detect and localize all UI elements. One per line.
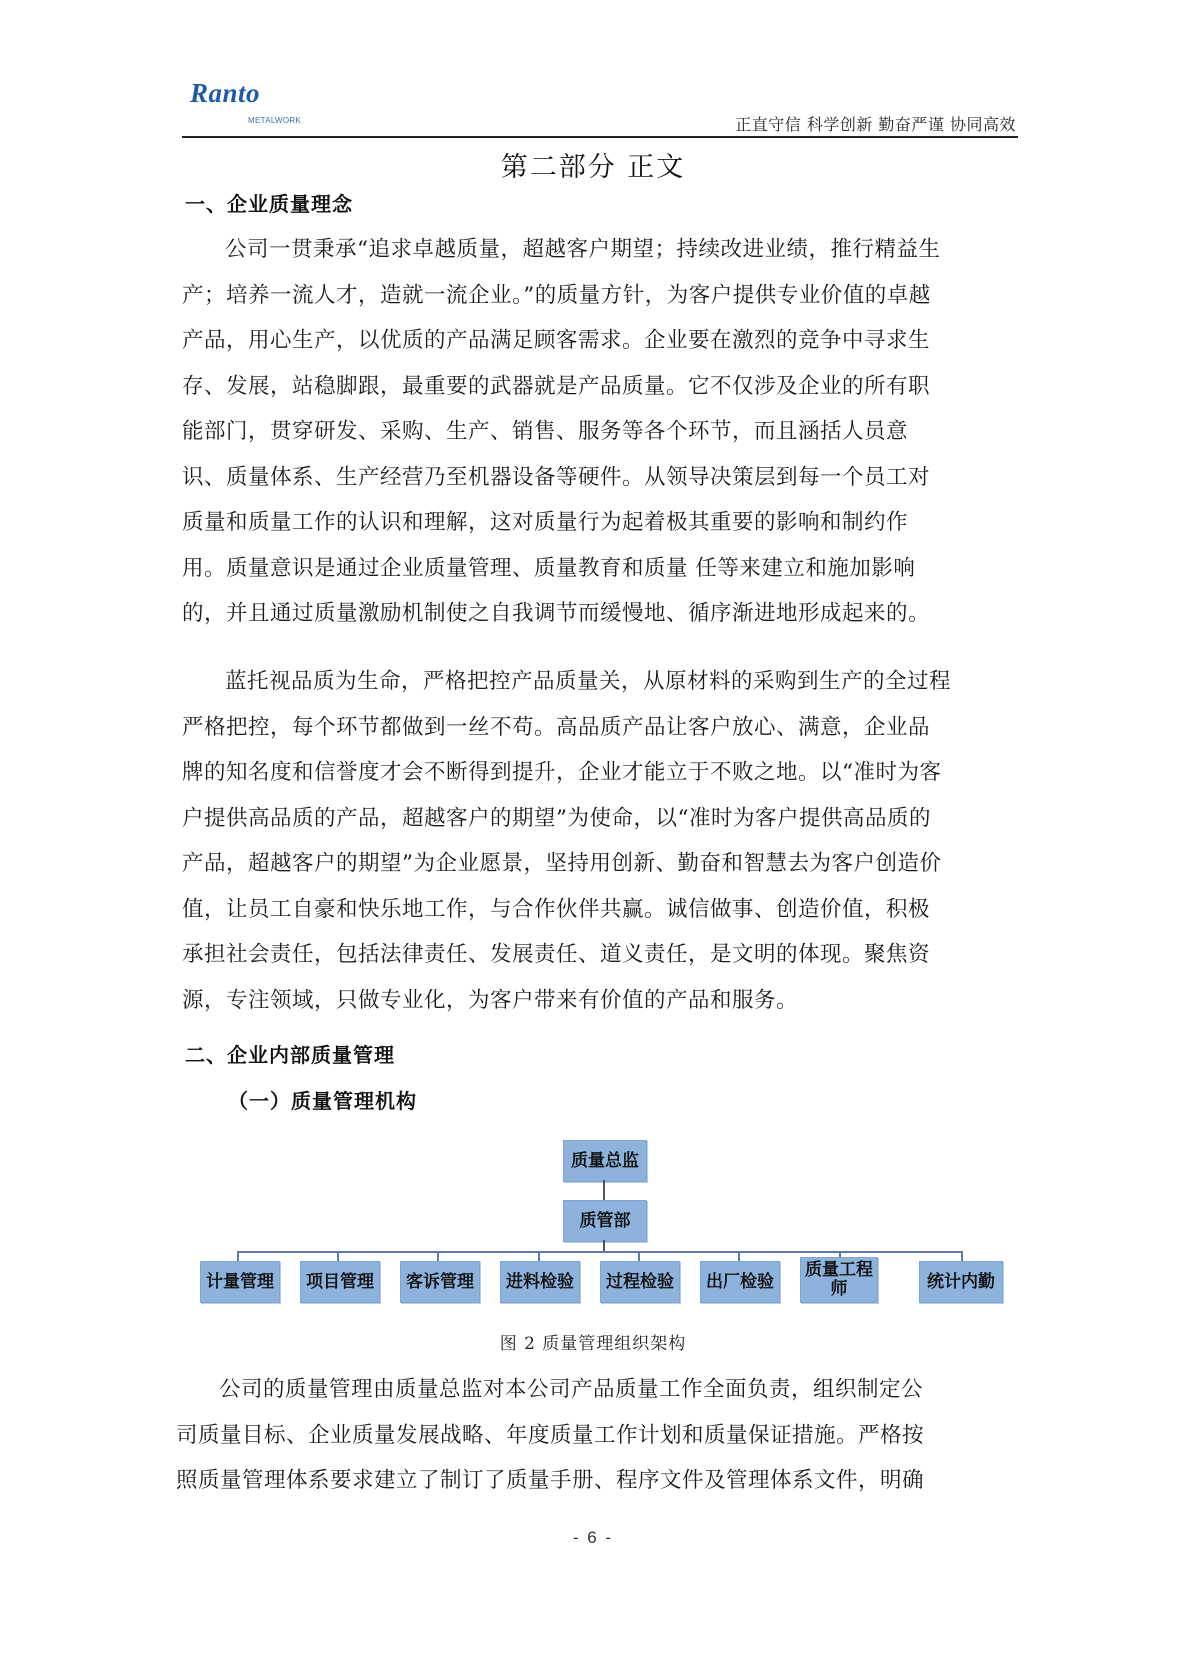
org-box-child: 进料检验 — [500, 1261, 580, 1303]
text-line: 户提供高品质的产品，超越客户的期望”为使命，以“准时为客户提供高品质的 — [182, 805, 931, 831]
connector-line — [237, 1251, 239, 1261]
connector-line — [961, 1251, 963, 1261]
page-number: - 6 - — [572, 1528, 614, 1547]
org-box-child: 出厂检验 — [700, 1261, 780, 1303]
text-line: 识、质量体系、生产经营乃至机器设备等硬件。从领导决策层到每一个员工对 — [182, 464, 931, 490]
text-line: 源，专注领域，只做专业化，为客户带来有价值的产品和服务。 — [182, 987, 799, 1013]
text-line: 产；培养一流人才，造就一流企业。”的质量方针，为客户提供专业价值的卓越 — [182, 282, 931, 308]
section1-paragraph-2 — [182, 659, 1012, 1023]
text-line: 存、发展，站稳脚跟，最重要的武器就是产品质量。它不仅涉及企业的所有职 — [182, 373, 931, 399]
org-box-child: 客诉管理 — [400, 1261, 480, 1303]
section1-paragraph-1 — [182, 227, 1012, 637]
part-title: 第二部分 正文 — [500, 152, 686, 183]
org-chart — [200, 1140, 1020, 1310]
section1-heading: 一、企业质量理念 — [185, 192, 353, 216]
text-line: 能部门，贯穿研发、采购、生产、销售、服务等各个环节，而且涵括人员意 — [182, 419, 909, 444]
text-line: 牌的知名度和信誉度才会不断得到提升，企业才能立于不败之地。以“准时为客 — [182, 760, 942, 785]
text-line: 蓝托视品质为生命，严格把控产品质量关，从原材料的采购到生产的全过程 — [225, 669, 952, 694]
section2-paragraph-1 — [176, 1367, 1006, 1504]
text-line: 公司的质量管理由质量总监对本公司产品质量工作全面负责，组织制定公 — [219, 1377, 924, 1402]
text-line: 公司一贯秉承“追求卓越质量，超越客户期望；持续改进业绩，推行精益生 — [225, 237, 941, 262]
org-box-child: 统计内勤 — [919, 1261, 1003, 1303]
org-box-child: 计量管理 — [200, 1261, 280, 1303]
company-motto: 正直守信 科学创新 勤奋严谨 协同高效 — [735, 115, 1016, 134]
connector-line — [538, 1251, 540, 1261]
connector-line — [738, 1251, 740, 1261]
logo-wordmark: Ranto — [190, 78, 261, 108]
connector-line — [603, 1180, 605, 1200]
company-logo — [190, 78, 302, 125]
connector-line — [337, 1251, 339, 1261]
text-line: 照质量管理体系要求建立了制订了质量手册、程序文件及管理体系文件，明确 — [176, 1468, 925, 1493]
text-line: 用。质量意识是通过企业质量管理、质量教育和质量 任等来建立和施加影响 — [182, 555, 916, 581]
connector-line — [638, 1251, 640, 1261]
connector-line — [603, 1240, 605, 1251]
text-line: 值，让员工自豪和快乐地工作，与合作伙伴共赢。诚信做事、创造价值，积极 — [182, 896, 931, 922]
figure-caption: 图 2 质量管理组织架构 — [499, 1334, 687, 1354]
org-box-child: 质量工程师 — [800, 1257, 878, 1303]
text-line: 承担社会责任，包括法律责任、发展责任、道义责任，是文明的体现。聚焦资 — [182, 942, 931, 967]
header-divider — [182, 136, 1018, 138]
connector-line — [437, 1251, 439, 1261]
logo-subtitle: METALWORK — [248, 116, 302, 125]
org-box-child: 过程检验 — [600, 1261, 680, 1303]
org-box-top: 质量总监 — [563, 1140, 647, 1182]
text-line: 产品，用心生产，以优质的产品满足顾客需求。企业要在激烈的竞争中寻求生 — [182, 328, 931, 353]
text-line: 严格把控，每个环节都做到一丝不苟。高品质产品让客户放心、满意，企业品 — [182, 714, 931, 740]
org-box-middle: 质管部 — [563, 1200, 647, 1242]
section2-heading: 二、企业内部质量管理 — [185, 1043, 395, 1067]
org-box-child: 项目管理 — [300, 1261, 380, 1303]
text-line: 的，并且通过质量激励机制使之自我调节而缓慢地、循序渐进地形成起来的。 — [182, 601, 931, 626]
text-line: 产品，超越客户的期望”为企业愿景，坚持用创新、勤奋和智慧去为客户创造价 — [182, 851, 942, 876]
text-line: 质量和质量工作的认识和理解，这对质量行为起着极其重要的影响和制约作 — [182, 510, 909, 535]
connector-bus — [237, 1251, 961, 1253]
text-line: 司质量目标、企业质量发展战略、年度质量工作计划和质量保证措施。严格按 — [176, 1422, 925, 1448]
section2-subheading: （一）质量管理机构 — [228, 1089, 417, 1113]
